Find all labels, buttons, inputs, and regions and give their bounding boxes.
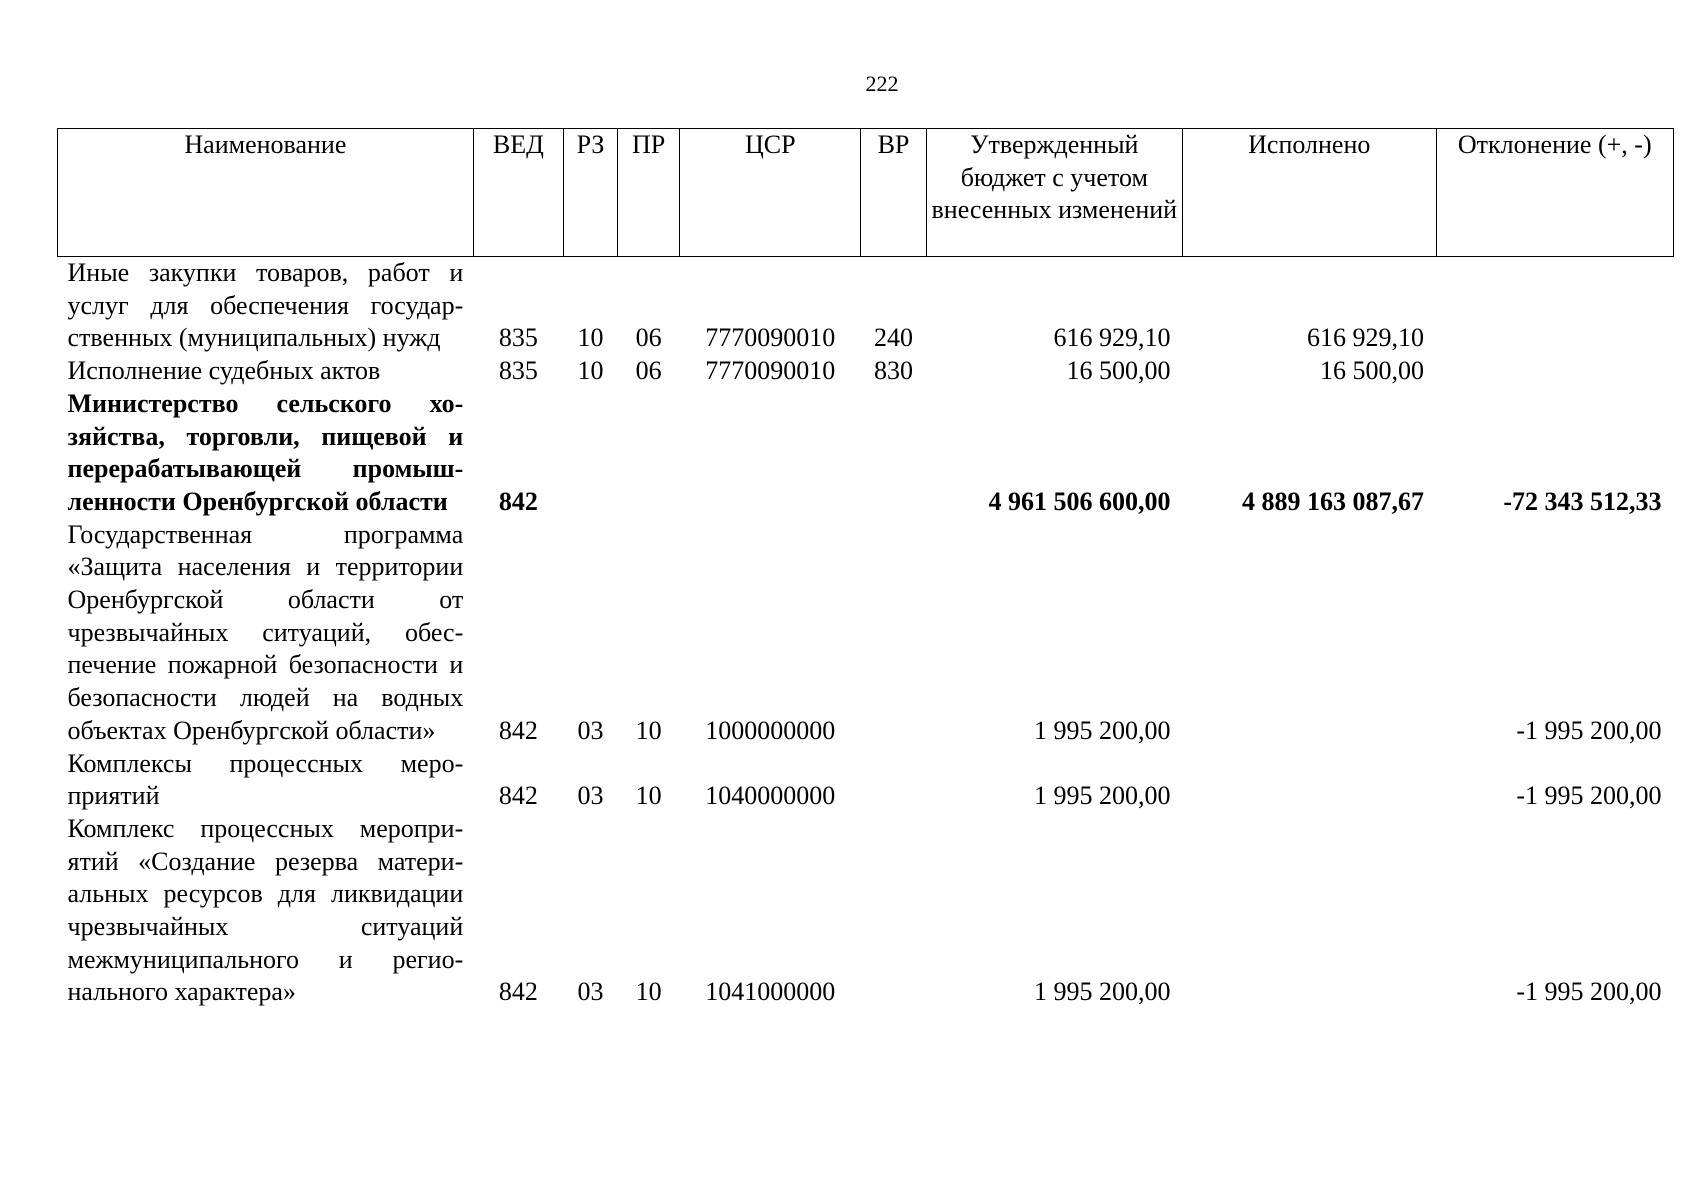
cell-rz: 03 bbox=[577, 977, 604, 1007]
header-pr: ПР bbox=[618, 129, 680, 257]
cell-vr: 830 bbox=[874, 356, 913, 386]
page-number: 222 bbox=[865, 71, 899, 96]
table-row bbox=[58, 748, 1674, 813]
cell-rz: 10 bbox=[577, 356, 604, 386]
cell-executed: 4 889 163 087,67 bbox=[1242, 486, 1424, 516]
cell-pr: 10 bbox=[635, 977, 662, 1007]
table-row bbox=[58, 388, 1674, 519]
cell-pr: 06 bbox=[635, 356, 662, 386]
cell-vr bbox=[861, 519, 926, 748]
cell-executed bbox=[1183, 519, 1436, 748]
cell-approved: 616 929,10 bbox=[1053, 323, 1171, 353]
cell-rz bbox=[563, 388, 617, 519]
cell-executed: 16 500,00 bbox=[1320, 356, 1424, 386]
cell-approved: 16 500,00 bbox=[1066, 356, 1171, 386]
cell-approved: 1 995 200,00 bbox=[1034, 977, 1171, 1007]
header-csr: ЦСР bbox=[680, 129, 861, 257]
cell-name: Комплексы процессных мероприятий bbox=[67, 748, 464, 811]
cell-name: Государственная программа «Защита населения и территории Оренбургской области от чрезвычайных ситуаций, обеспечение пожарной безопасности и безопасности людей на водных объектах Оренбургской области» bbox=[67, 519, 464, 745]
cell-pr: 06 bbox=[635, 323, 662, 353]
budget-table bbox=[57, 128, 1674, 1009]
header-vr: ВР bbox=[861, 129, 926, 257]
cell-executed bbox=[1183, 813, 1436, 1009]
cell-vr bbox=[861, 388, 926, 519]
cell-approved: 1 995 200,00 bbox=[1034, 781, 1171, 811]
cell-deviation: -72 343 512,33 bbox=[1503, 486, 1662, 516]
cell-approved: 4 961 506 600,00 bbox=[988, 486, 1171, 516]
cell-vr: 240 bbox=[874, 323, 913, 353]
cell-name: Иные закупки товаров, работ и услуг для обеспечения государственных (муниципальных) нужд bbox=[67, 258, 464, 353]
cell-csr: 7770090010 bbox=[705, 356, 836, 386]
cell-name: Министерство сельского хозяйства, торговли, пищевой и перерабатывающей промышленности Оренбургской области bbox=[67, 388, 464, 516]
cell-vr bbox=[861, 748, 926, 813]
table-row bbox=[58, 519, 1674, 748]
cell-ved: 842 bbox=[498, 715, 538, 745]
header-approved: Утвержденный бюджет с учетом внесенных изменений bbox=[926, 129, 1182, 257]
table-row bbox=[58, 257, 1674, 356]
cell-deviation: -1 995 200,00 bbox=[1516, 715, 1662, 745]
cell-csr: 1000000000 bbox=[705, 715, 836, 745]
cell-deviation bbox=[1436, 355, 1674, 388]
cell-rz: 03 bbox=[577, 781, 604, 811]
cell-pr bbox=[618, 388, 680, 519]
cell-deviation: -1 995 200,00 bbox=[1516, 781, 1662, 811]
cell-rz: 03 bbox=[577, 715, 604, 745]
cell-executed: 616 929,10 bbox=[1307, 323, 1424, 353]
cell-pr: 10 bbox=[635, 781, 662, 811]
cell-ved: 842 bbox=[498, 977, 538, 1007]
header-row bbox=[58, 129, 1674, 257]
header-rz: РЗ bbox=[563, 129, 617, 257]
table-row bbox=[58, 355, 1674, 388]
cell-approved: 1 995 200,00 bbox=[1034, 715, 1171, 745]
cell-csr: 1041000000 bbox=[705, 977, 836, 1007]
header-executed: Исполнено bbox=[1183, 129, 1436, 257]
cell-csr: 7770090010 bbox=[705, 323, 836, 353]
cell-ved: 842 bbox=[498, 781, 538, 811]
cell-deviation: -1 995 200,00 bbox=[1516, 977, 1662, 1007]
cell-rz: 10 bbox=[577, 323, 604, 353]
cell-ved: 835 bbox=[498, 356, 538, 386]
header-deviation: Отклонение (+, -) bbox=[1436, 129, 1674, 257]
table-row bbox=[58, 813, 1674, 1009]
cell-name: Комплекс процессных мероприятий «Создание резерва материальных ресурсов для ликвидации чрезвычайных ситуаций межмуниципального и регионального характера» bbox=[67, 813, 464, 1007]
header-name: Наименование bbox=[58, 129, 474, 257]
cell-pr: 10 bbox=[635, 715, 662, 745]
cell-ved: 835 bbox=[498, 323, 538, 353]
cell-executed bbox=[1183, 748, 1436, 813]
header-ved: ВЕД bbox=[473, 129, 563, 257]
cell-name: Исполнение судебных актов bbox=[67, 356, 381, 386]
cell-csr: 1040000000 bbox=[705, 781, 836, 811]
cell-deviation bbox=[1436, 257, 1674, 356]
cell-ved: 842 bbox=[498, 486, 538, 516]
cell-csr bbox=[680, 388, 861, 519]
cell-vr bbox=[861, 813, 926, 1009]
